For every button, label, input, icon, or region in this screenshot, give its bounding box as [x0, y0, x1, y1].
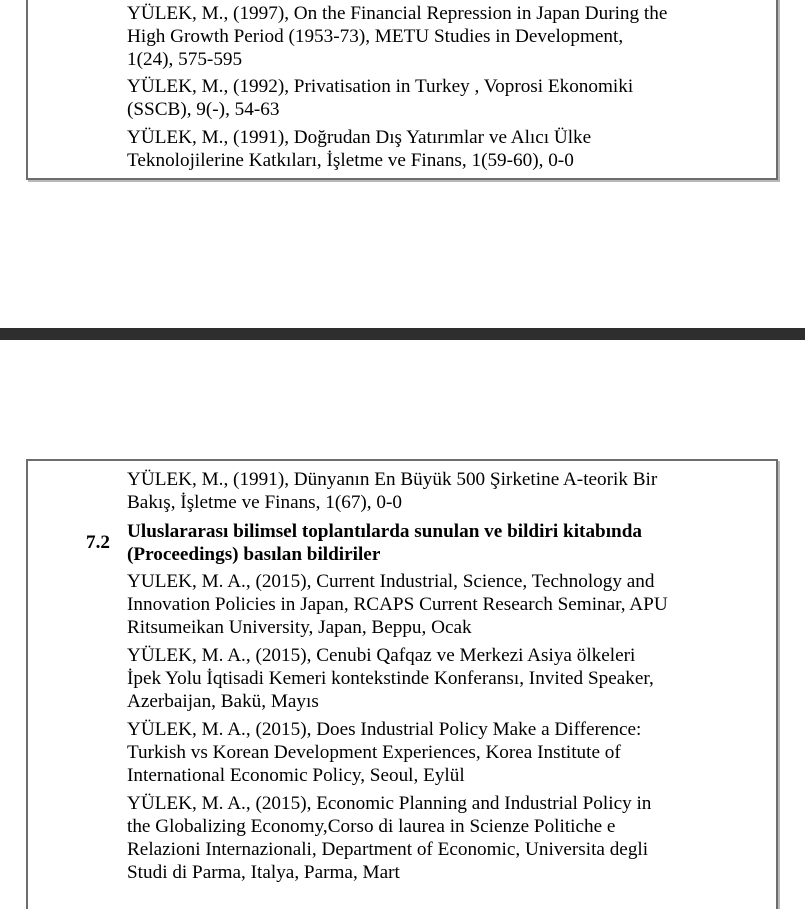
entry-line: Relazioni Internazionali, Department of Economic, Universita degli [127, 839, 649, 860]
entry-line: YÜLEK, M. A., (2015), Cenubi Qafqaz ve Merkezi Asiya ölkeleri [127, 645, 636, 666]
reference-entry [127, 126, 707, 172]
reference-entry [127, 644, 707, 713]
section-number: 7.2 [86, 532, 110, 553]
reference-entry [127, 792, 707, 884]
entry-line: Azerbaijan, Bakü, Mayıs [127, 691, 319, 712]
entry-line: Turkish vs Korean Development Experiences, Korea Institute of [127, 742, 621, 763]
entry-line: İpek Yolu İqtisadi Kemeri kontekstinde Konferansı, Invited Speaker, [127, 668, 654, 689]
entry-line: YULEK, M. A., (2015), Current Industrial, Science, Technology and [127, 571, 655, 592]
entry-line: YÜLEK, M., (1997), On the Financial Repression in Japan During the [127, 3, 668, 24]
entry-line: the Globalizing Economy,Corso di laurea in Scienze Politiche e [127, 816, 616, 837]
entry-line: YÜLEK, M. A., (2015), Economic Planning and Industrial Policy in [127, 793, 652, 814]
reference-entry [127, 75, 707, 121]
entry-line: Bakış, İşletme ve Finans, 1(67), 0-0 [127, 492, 402, 513]
reference-entry [127, 718, 707, 787]
page-break-divider [0, 328, 805, 340]
entry-line: Ritsumeikan University, Japan, Beppu, Ocak [127, 617, 472, 638]
entry-line: YÜLEK, M., (1991), Doğrudan Dış Yatırımlar ve Alıcı Ülke [127, 127, 592, 148]
entry-line: Teknolojilerine Katkıları, İşletme ve Finans, 1(59-60), 0-0 [127, 150, 574, 171]
entry-line: International Economic Policy, Seoul, Eylül [127, 765, 465, 786]
entry-line: 1(24), 575-595 [127, 49, 243, 70]
entry-line: YÜLEK, M., (1991), Dünyanın En Büyük 500 Şirketine A-teorik Bir [127, 469, 658, 490]
entry-line: (SSCB), 9(-), 54-63 [127, 99, 280, 120]
entry-line: High Growth Period (1953-73), METU Studies in Development, [127, 26, 624, 47]
section-title-line: (Proceedings) basılan bildiriler [127, 544, 381, 565]
entry-line: YÜLEK, M. A., (2015), Does Industrial Policy Make a Difference: [127, 719, 642, 740]
entry-line: Innovation Policies in Japan, RCAPS Current Research Seminar, APU [127, 594, 668, 615]
entry-line: Studi di Parma, Italya, Parma, Mart [127, 862, 400, 883]
entry-line: YÜLEK, M., (1992), Privatisation in Turkey , Voprosi Ekonomiki [127, 76, 634, 97]
section-title [127, 520, 707, 566]
reference-entry [127, 2, 707, 71]
section-title-line: Uluslararası bilimsel toplantılarda sunulan ve bildiri kitabında [127, 521, 642, 542]
reference-entry [127, 570, 707, 639]
reference-entry [127, 468, 707, 514]
